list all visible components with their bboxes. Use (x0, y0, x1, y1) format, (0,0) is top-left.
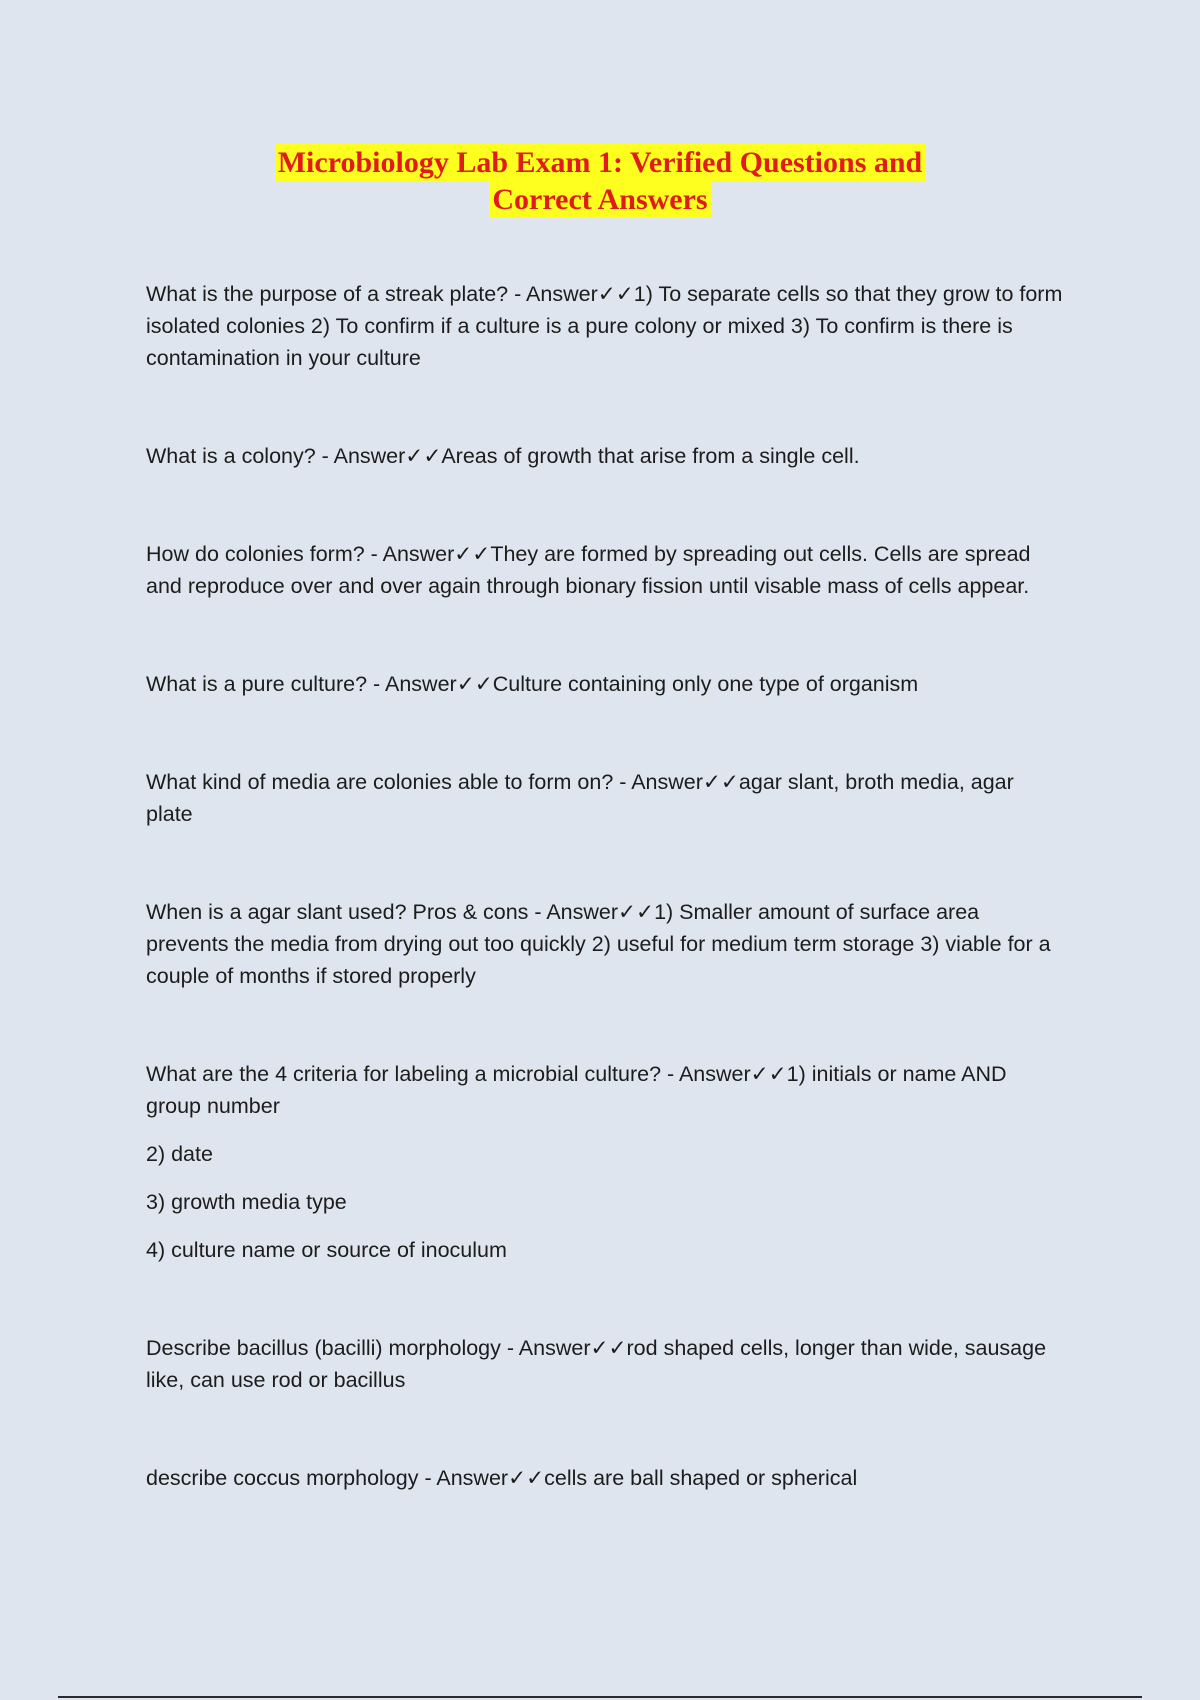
bottom-divider (58, 1696, 1142, 1698)
qa-item-colonies-form (146, 538, 1066, 602)
qa-item-media-types (146, 766, 1066, 830)
qa-text: What is the purpose of a streak plate? - Answer✓✓1) To separate cells so that they grow to form isolated colonies 2) To confirm if a culture is a pure colony or mixed 3) To confirm is there is contamination in your culture (146, 282, 1063, 370)
qa-item-streak-plate (146, 278, 1066, 374)
qa-text: When is a agar slant used? Pros & cons - Answer✓✓1) Smaller amount of surface area prevents the media from drying out too quickly 2) useful for medium term storage 3) viable for a couple of months if stored properly (146, 900, 1051, 988)
qa-item-agar-slant (146, 896, 1066, 992)
title-line-2: Correct Answers (489, 181, 710, 218)
document-title (0, 144, 1200, 218)
qa-list-item: 4) culture name or source of inoculum (146, 1238, 507, 1262)
qa-content (146, 278, 1066, 1560)
qa-item-labeling-criteria (146, 1058, 1066, 1266)
qa-text: Describe bacillus (bacilli) morphology - Answer✓✓rod shaped cells, longer than wide, sausage like, can use rod or bacillus (146, 1336, 1047, 1392)
qa-item-colony (146, 440, 1066, 472)
title-line-1: Microbiology Lab Exam 1: Verified Questions and (275, 144, 926, 181)
qa-list-item: 2) date (146, 1142, 213, 1166)
qa-text: What kind of media are colonies able to form on? - Answer✓✓agar slant, broth media, agar plate (146, 770, 1014, 826)
qa-text: How do colonies form? - Answer✓✓They are formed by spreading out cells. Cells are spread and reproduce over and over again through bionary fission until visable mass of cells appear. (146, 542, 1031, 598)
qa-text: What is a pure culture? - Answer✓✓Culture containing only one type of organism (146, 672, 919, 696)
qa-text: What are the 4 criteria for labeling a microbial culture? - Answer✓✓1) initials or name AND group number (146, 1062, 1007, 1118)
qa-list-item: 3) growth media type (146, 1190, 347, 1214)
qa-item-coccus (146, 1462, 1066, 1494)
qa-item-pure-culture (146, 668, 1066, 700)
qa-text: describe coccus morphology - Answer✓✓cells are ball shaped or spherical (146, 1466, 858, 1490)
qa-text: What is a colony? - Answer✓✓Areas of growth that arise from a single cell. (146, 444, 860, 468)
qa-item-bacillus (146, 1332, 1066, 1396)
